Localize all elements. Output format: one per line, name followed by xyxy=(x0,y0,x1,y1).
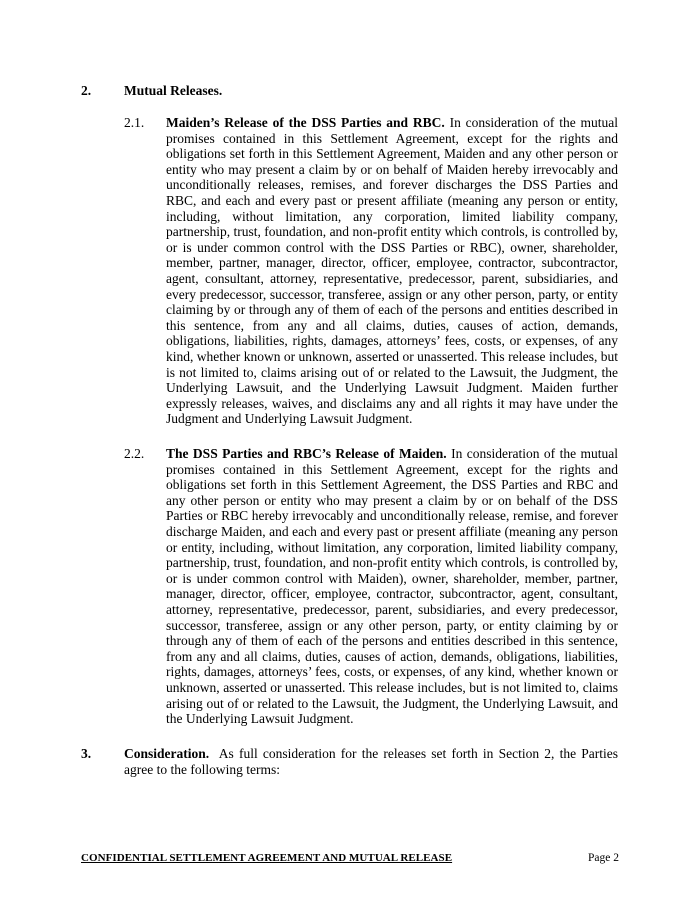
clause-2-2-paragraph xyxy=(166,446,618,727)
section-2-number: 2. xyxy=(81,83,92,98)
clause-2-1-body: In consideration of the mutual promises contained in this Settlement Agreement, except for the rights and obligations set forth in this Settlement Agreement, Maiden and any other person or entity who may present a claim by or on behalf of Maiden hereby irrevocably and unconditionally releases, remises, and forever discharges the DSS Parties and RBC, and each and every past or present affiliate (meaning any person or entity, including, without limitation, any corporation, limited liability company, partnership, trust, foundation, and non-profit entity which controls, is controlled by, or is under common control with the DSS Parties or RBC), owner, shareholder, member, partner, manager, director, officer, employee, contractor, subcontractor, agent, consultant, attorney, representative, predecessor, parent, subsidiaries, and every predecessor, successor, transferee, assign or any other person, party, or entity claiming by or through any of them of each of the persons and entities described in this sentence, from any and all claims, duties, causes of action, demands, obligations, liabilities, rights, damages, attorneys’ fees, costs, or expenses, of any kind, whether known or unknown, asserted or unasserted. This release includes, but is not limited to, claims arising out of or related to the Lawsuit, the Judgment, the Underlying Lawsuit, and the Underlying Lawsuit Judgment. Maiden further expressly releases, waives, and disclaims any and all rights it may have under the Judgment and Underlying Lawsuit Judgment. xyxy=(166,115,619,427)
clause-2-2-number: 2.2. xyxy=(124,446,145,461)
clause-2-1-number: 2.1. xyxy=(124,115,145,130)
section-3-body: As full consideration for the releases set forth in Section 2, the Parties agree to the following terms: xyxy=(124,746,618,777)
clause-2-1-title: Maiden’s Release of the DSS Parties and RBC. xyxy=(166,115,445,130)
section-3-paragraph xyxy=(124,746,618,777)
clause-2-2-body: In consideration of the mutual promises contained in this Settlement Agreement, except for the rights and obligations set forth in this Settlement Agreement, the DSS Parties and RBC and any other person or entity who may present a claim by or on behalf of the DSS Parties or RBC hereby irrevocably and unconditionally release, remise, and forever discharge Maiden, and each and every past or present affiliate (meaning any person or entity, including, without limitation, any corporation, limited liability company, partnership, trust, foundation, and non-profit entity which controls, is controlled by, or is under common control with Maiden), owner, shareholder, member, partner, manager, director, officer, employee, contractor, subcontractor, agent, consultant, attorney, representative, predecessor, parent, subsidiaries, and every predecessor, successor, transferee, assign or any other person, party, or entity claiming by or through any of them of each of the persons and entities described in this sentence, from any and all claims, duties, causes of action, demands, obligations, liabilities, rights, damages, attorneys’ fees, costs, or expenses, of any kind, whether known or unknown, asserted or unasserted. This release includes, but is not limited to, claims arising out of or related to the Lawsuit, the Judgment, the Underlying Lawsuit, and the Underlying Lawsuit Judgment. xyxy=(166,446,619,727)
page-number: Page 2 xyxy=(588,852,619,864)
section-2-heading: Mutual Releases. xyxy=(124,83,223,98)
section-3-title: Consideration. xyxy=(124,746,210,761)
section-3-number: 3. xyxy=(81,746,92,761)
footer-title: CONFIDENTIAL SETTLEMENT AGREEMENT AND MUTUAL RELEASE xyxy=(81,852,453,864)
clause-2-1-paragraph xyxy=(166,115,618,427)
clause-2-2-title: The DSS Parties and RBC’s Release of Maiden. xyxy=(166,446,447,461)
